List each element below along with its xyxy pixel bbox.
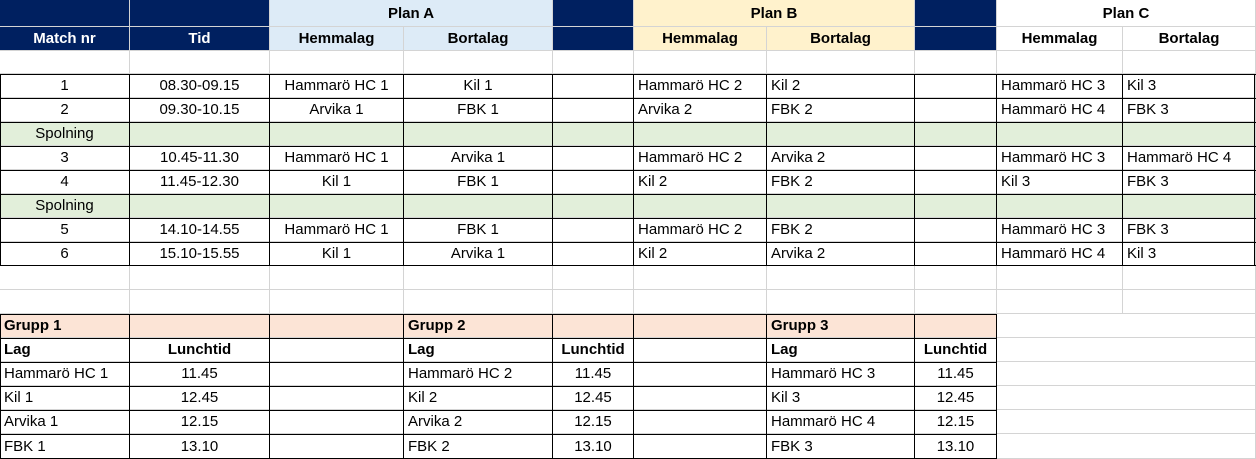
break-cell[interactable] xyxy=(404,122,553,146)
empty-cell[interactable] xyxy=(997,338,1256,362)
group-team[interactable]: Arvika 1 xyxy=(0,410,130,434)
plan-c-away-team[interactable]: FBK 3 xyxy=(1123,170,1256,194)
plan-c-home-team[interactable]: Hammarö HC 4 xyxy=(997,98,1123,122)
header-blank[interactable] xyxy=(915,27,997,51)
empty-cell[interactable] xyxy=(270,51,404,74)
group-lunch-header[interactable]: Lunchtid xyxy=(553,338,634,362)
group-title-fill[interactable] xyxy=(130,314,270,338)
plan-a-home-team[interactable]: Kil 1 xyxy=(270,170,404,194)
break-cell[interactable] xyxy=(997,122,1123,146)
plan-b-home-team[interactable]: Hammarö HC 2 xyxy=(634,146,767,170)
empty-cell[interactable] xyxy=(915,266,997,290)
empty-cell[interactable] xyxy=(915,242,997,266)
empty-cell[interactable] xyxy=(1123,266,1256,290)
header-blank[interactable] xyxy=(915,0,997,27)
empty-cell[interactable] xyxy=(997,314,1256,338)
header-plan-b-away[interactable]: Bortalag xyxy=(767,27,915,51)
group-team[interactable]: Hammarö HC 2 xyxy=(404,362,553,386)
plan-a-away-team[interactable]: FBK 1 xyxy=(404,98,553,122)
plan-a-home-team[interactable]: Hammarö HC 1 xyxy=(270,146,404,170)
plan-a-home-team[interactable]: Kil 1 xyxy=(270,242,404,266)
plan-a-home-team[interactable]: Hammarö HC 1 xyxy=(270,218,404,242)
group-lunch-time[interactable]: 12.45 xyxy=(553,386,634,410)
break-cell[interactable] xyxy=(270,122,404,146)
match-time[interactable]: 09.30-10.15 xyxy=(130,98,270,122)
break-cell[interactable] xyxy=(767,194,915,218)
empty-cell[interactable] xyxy=(1123,290,1256,314)
break-cell[interactable] xyxy=(130,122,270,146)
empty-cell[interactable] xyxy=(997,362,1256,386)
group-title[interactable]: Grupp 1 xyxy=(0,314,130,338)
empty-cell[interactable] xyxy=(915,51,997,74)
break-cell[interactable] xyxy=(915,194,997,218)
group-title-fill[interactable] xyxy=(553,314,634,338)
empty-cell[interactable] xyxy=(553,51,634,74)
plan-c-title[interactable]: Plan C xyxy=(997,0,1256,27)
plan-a-away-team[interactable]: FBK 1 xyxy=(404,170,553,194)
group-title[interactable]: Grupp 3 xyxy=(767,314,915,338)
empty-cell[interactable] xyxy=(634,290,767,314)
plan-a-away-team[interactable]: FBK 1 xyxy=(404,218,553,242)
empty-cell[interactable] xyxy=(270,362,404,386)
group-lag-header[interactable]: Lag xyxy=(404,338,553,362)
empty-cell[interactable] xyxy=(130,266,270,290)
plan-b-title[interactable]: Plan B xyxy=(634,0,915,27)
group-team[interactable]: Hammarö HC 3 xyxy=(767,362,915,386)
group-lunch-header[interactable]: Lunchtid xyxy=(915,338,997,362)
plan-c-home-team[interactable]: Hammarö HC 3 xyxy=(997,74,1123,98)
empty-cell[interactable] xyxy=(915,218,997,242)
header-blank[interactable] xyxy=(0,0,130,27)
empty-cell[interactable] xyxy=(915,74,997,98)
plan-c-away-team[interactable]: FBK 3 xyxy=(1123,98,1256,122)
group-team[interactable]: Hammarö HC 1 xyxy=(0,362,130,386)
plan-b-away-team[interactable]: FBK 2 xyxy=(767,170,915,194)
empty-cell[interactable] xyxy=(404,290,553,314)
plan-b-away-team[interactable]: FBK 2 xyxy=(767,98,915,122)
plan-c-away-team[interactable]: Kil 3 xyxy=(1123,242,1256,266)
empty-cell[interactable] xyxy=(270,434,404,459)
empty-cell[interactable] xyxy=(634,386,767,410)
header-blank[interactable] xyxy=(553,0,634,27)
break-cell[interactable] xyxy=(634,122,767,146)
group-team[interactable]: Arvika 2 xyxy=(404,410,553,434)
group-lunch-time[interactable]: 11.45 xyxy=(130,362,270,386)
empty-cell[interactable] xyxy=(767,51,915,74)
plan-b-away-team[interactable]: FBK 2 xyxy=(767,218,915,242)
empty-cell[interactable] xyxy=(130,51,270,74)
match-time[interactable]: 14.10-14.55 xyxy=(130,218,270,242)
plan-c-home-team[interactable]: Kil 3 xyxy=(997,170,1123,194)
header-plan-a-away[interactable]: Bortalag xyxy=(404,27,553,51)
empty-cell[interactable] xyxy=(634,362,767,386)
plan-b-away-team[interactable]: Kil 2 xyxy=(767,74,915,98)
group-title-fill[interactable] xyxy=(270,314,404,338)
group-team[interactable]: FBK 3 xyxy=(767,434,915,459)
empty-cell[interactable] xyxy=(553,74,634,98)
match-time[interactable]: 15.10-15.55 xyxy=(130,242,270,266)
group-team[interactable]: Kil 3 xyxy=(767,386,915,410)
break-cell[interactable] xyxy=(1123,194,1256,218)
group-team[interactable]: FBK 2 xyxy=(404,434,553,459)
empty-cell[interactable] xyxy=(915,170,997,194)
group-lag-header[interactable]: Lag xyxy=(767,338,915,362)
group-team[interactable]: Kil 2 xyxy=(404,386,553,410)
break-cell[interactable] xyxy=(404,194,553,218)
group-team[interactable]: Kil 1 xyxy=(0,386,130,410)
match-nr[interactable]: 2 xyxy=(0,98,130,122)
empty-cell[interactable] xyxy=(270,410,404,434)
empty-cell[interactable] xyxy=(634,410,767,434)
empty-cell[interactable] xyxy=(270,338,404,362)
plan-b-away-team[interactable]: Arvika 2 xyxy=(767,146,915,170)
empty-cell[interactable] xyxy=(553,98,634,122)
empty-cell[interactable] xyxy=(915,290,997,314)
match-nr[interactable]: 3 xyxy=(0,146,130,170)
header-blank[interactable] xyxy=(130,0,270,27)
empty-cell[interactable] xyxy=(0,266,130,290)
group-lunch-time[interactable]: 12.15 xyxy=(553,410,634,434)
empty-cell[interactable] xyxy=(553,218,634,242)
plan-c-away-team[interactable]: Hammarö HC 4 xyxy=(1123,146,1256,170)
match-nr[interactable]: 5 xyxy=(0,218,130,242)
plan-a-title[interactable]: Plan A xyxy=(270,0,553,27)
empty-cell[interactable] xyxy=(553,242,634,266)
match-time[interactable]: 11.45-12.30 xyxy=(130,170,270,194)
match-nr[interactable]: 6 xyxy=(0,242,130,266)
break-cell[interactable] xyxy=(634,194,767,218)
plan-a-home-team[interactable]: Arvika 1 xyxy=(270,98,404,122)
group-lunch-time[interactable]: 12.15 xyxy=(915,410,997,434)
group-lunch-header[interactable]: Lunchtid xyxy=(130,338,270,362)
empty-cell[interactable] xyxy=(634,434,767,459)
header-tid[interactable]: Tid xyxy=(130,27,270,51)
match-nr[interactable]: 1 xyxy=(0,74,130,98)
match-time[interactable]: 10.45-11.30 xyxy=(130,146,270,170)
group-lag-header[interactable]: Lag xyxy=(0,338,130,362)
empty-cell[interactable] xyxy=(634,51,767,74)
empty-cell[interactable] xyxy=(553,170,634,194)
header-plan-b-home[interactable]: Hemmalag xyxy=(634,27,767,51)
match-time[interactable]: 08.30-09.15 xyxy=(130,74,270,98)
break-cell[interactable] xyxy=(553,194,634,218)
empty-cell[interactable] xyxy=(634,266,767,290)
break-cell[interactable] xyxy=(1123,122,1256,146)
group-lunch-time[interactable]: 12.45 xyxy=(915,386,997,410)
empty-cell[interactable] xyxy=(270,290,404,314)
empty-cell[interactable] xyxy=(553,146,634,170)
group-team[interactable]: Hammarö HC 4 xyxy=(767,410,915,434)
plan-b-home-team[interactable]: Hammarö HC 2 xyxy=(634,218,767,242)
group-lunch-time[interactable]: 13.10 xyxy=(130,434,270,459)
break-label[interactable]: Spolning xyxy=(0,194,130,218)
plan-c-away-team[interactable]: Kil 3 xyxy=(1123,74,1256,98)
group-lunch-time[interactable]: 11.45 xyxy=(915,362,997,386)
break-cell[interactable] xyxy=(553,122,634,146)
break-cell[interactable] xyxy=(767,122,915,146)
empty-cell[interactable] xyxy=(634,338,767,362)
match-nr[interactable]: 4 xyxy=(0,170,130,194)
empty-cell[interactable] xyxy=(404,51,553,74)
group-lunch-time[interactable]: 12.45 xyxy=(130,386,270,410)
plan-b-home-team[interactable]: Kil 2 xyxy=(634,170,767,194)
break-cell[interactable] xyxy=(915,122,997,146)
empty-cell[interactable] xyxy=(1123,51,1256,74)
empty-cell[interactable] xyxy=(997,290,1123,314)
group-title-fill[interactable] xyxy=(634,314,767,338)
break-cell[interactable] xyxy=(270,194,404,218)
group-title[interactable]: Grupp 2 xyxy=(404,314,553,338)
header-plan-a-home[interactable]: Hemmalag xyxy=(270,27,404,51)
group-lunch-time[interactable]: 13.10 xyxy=(553,434,634,459)
empty-cell[interactable] xyxy=(997,386,1256,410)
header-plan-c-home[interactable]: Hemmalag xyxy=(997,27,1123,51)
empty-cell[interactable] xyxy=(915,98,997,122)
empty-cell[interactable] xyxy=(997,410,1256,434)
group-team[interactable]: FBK 1 xyxy=(0,434,130,459)
empty-cell[interactable] xyxy=(270,386,404,410)
plan-c-away-team[interactable]: FBK 3 xyxy=(1123,218,1256,242)
empty-cell[interactable] xyxy=(767,266,915,290)
header-plan-c-away[interactable]: Bortalag xyxy=(1123,27,1256,51)
empty-cell[interactable] xyxy=(0,290,130,314)
plan-b-home-team[interactable]: Hammarö HC 2 xyxy=(634,74,767,98)
empty-cell[interactable] xyxy=(767,290,915,314)
plan-b-away-team[interactable]: Arvika 2 xyxy=(767,242,915,266)
header-match-nr[interactable]: Match nr xyxy=(0,27,130,51)
empty-cell[interactable] xyxy=(997,51,1123,74)
group-lunch-time[interactable]: 13.10 xyxy=(915,434,997,459)
group-lunch-time[interactable]: 12.15 xyxy=(130,410,270,434)
header-blank[interactable] xyxy=(553,27,634,51)
plan-c-home-team[interactable]: Hammarö HC 4 xyxy=(997,242,1123,266)
plan-c-home-team[interactable]: Hammarö HC 3 xyxy=(997,146,1123,170)
plan-a-away-team[interactable]: Arvika 1 xyxy=(404,146,553,170)
break-cell[interactable] xyxy=(997,194,1123,218)
break-label[interactable]: Spolning xyxy=(0,122,130,146)
plan-a-away-team[interactable]: Kil 1 xyxy=(404,74,553,98)
plan-b-home-team[interactable]: Kil 2 xyxy=(634,242,767,266)
empty-cell[interactable] xyxy=(997,266,1123,290)
plan-c-home-team[interactable]: Hammarö HC 3 xyxy=(997,218,1123,242)
plan-b-home-team[interactable]: Arvika 2 xyxy=(634,98,767,122)
empty-cell[interactable] xyxy=(553,290,634,314)
plan-a-home-team[interactable]: Hammarö HC 1 xyxy=(270,74,404,98)
plan-a-away-team[interactable]: Arvika 1 xyxy=(404,242,553,266)
empty-cell[interactable] xyxy=(270,266,404,290)
empty-cell[interactable] xyxy=(997,434,1256,459)
group-lunch-time[interactable]: 11.45 xyxy=(553,362,634,386)
empty-cell[interactable] xyxy=(130,290,270,314)
empty-cell[interactable] xyxy=(915,146,997,170)
empty-cell[interactable] xyxy=(0,51,130,74)
break-cell[interactable] xyxy=(130,194,270,218)
group-title-fill[interactable] xyxy=(915,314,997,338)
empty-cell[interactable] xyxy=(404,266,553,290)
empty-cell[interactable] xyxy=(553,266,634,290)
